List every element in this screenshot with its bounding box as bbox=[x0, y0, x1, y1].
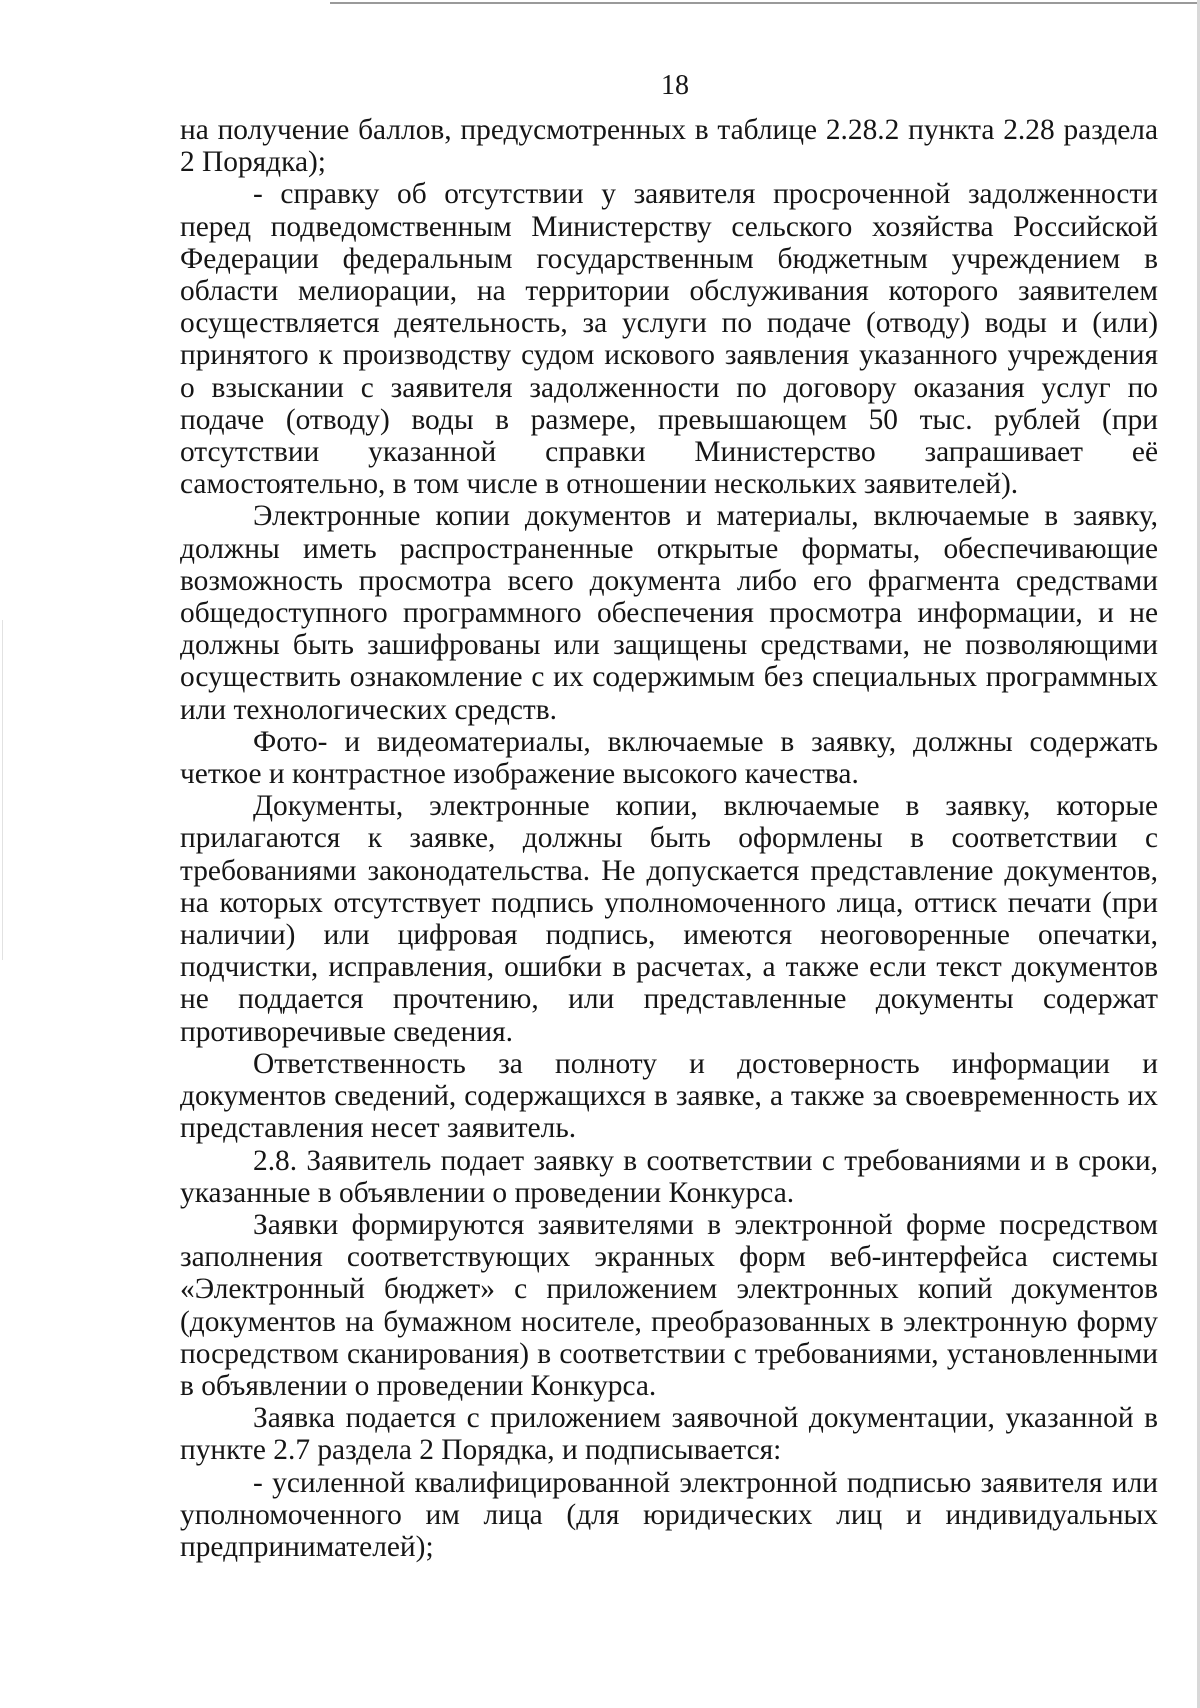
paragraph: Ответственность за полноту и достоверность информации и документов сведений, содержащихся в заявке, а также за своевременность их представления несет заявитель. bbox=[180, 1047, 1158, 1145]
paragraph: - справку об отсутствии у заявителя просроченной задолженности перед подведомственным Министерству сельского хозяйства Российской Федерации федеральным государственным бюджетным учреждением в области мелиорации, на территории обслуживания которого заявителем осуществляется деятельность, за услуги по подаче (отводу) воды и (или) принятого к производству судом искового заявления указанного учреждения о взыскании с заявителя задолженности по договору оказания услуг по подаче (отводу) воды в размере, превышающем 50 тыс. рублей (при отсутствии указанной справки Министерство запрашивает её самостоятельно, в том числе в отношении нескольких заявителей). bbox=[180, 178, 1158, 501]
paragraph: на получение баллов, предусмотренных в таблице 2.28.2 пункта 2.28 раздела 2 Порядка); bbox=[180, 114, 1158, 179]
paragraph: Заявка подается с приложением заявочной документации, указанной в пункте 2.7 раздела 2 Порядка, и подписывается: bbox=[180, 1402, 1158, 1467]
paragraph: 2.8. Заявитель подает заявку в соответствии с требованиями и в сроки, указанные в объявлении о проведении Конкурса. bbox=[180, 1144, 1158, 1209]
scan-left-edge bbox=[2, 620, 3, 960]
page-number: 18 bbox=[661, 70, 689, 101]
top-rule bbox=[330, 2, 1200, 4]
paragraph: Заявки формируются заявителями в электронной форме посредством заполнения соответствующих экранных форм веб-интерфейса системы «Электронный бюджет» с приложением электронных копий документов (документов на бумажном носителе, преобразованных в электронную форму посредством сканирования) в соответствии с требованиями, установленными в объявлении о проведении Конкурса. bbox=[180, 1208, 1158, 1402]
document-body bbox=[180, 114, 1158, 1563]
paragraph: - усиленной квалифицированной электронной подписью заявителя или уполномоченного им лица (для юридических лиц и индивидуальных предпринимателей); bbox=[180, 1466, 1158, 1563]
paragraph: Фото- и видеоматериалы, включаемые в заявку, должны содержать четкое и контрастное изображение высокого качества. bbox=[180, 725, 1158, 791]
paragraph: Электронные копии документов и материалы, включаемые в заявку, должны иметь распространенные открытые форматы, обеспечивающие возможность просмотра всего документа либо его фрагмента средствами общедоступного программного обеспечения просмотра информации, и не должны быть зашифрованы или защищены средствами, не позволяющими осуществить ознакомление с их содержимым без специальных программных или технологических средств. bbox=[180, 500, 1158, 726]
paragraph: Документы, электронные копии, включаемые в заявку, которые прилагаются к заявке, должны быть оформлены в соответствии с требованиями законодательства. Не допускается представление документов, на которых отсутствует подпись уполномоченного лица, оттиск печати (при наличии) или цифровая подпись, имеются неоговоренные опечатки, подчистки, исправления, ошибки в расчетах, а также если текст документов не поддается прочтению, или представленные документы содержат противоречивые сведения. bbox=[180, 790, 1158, 1048]
